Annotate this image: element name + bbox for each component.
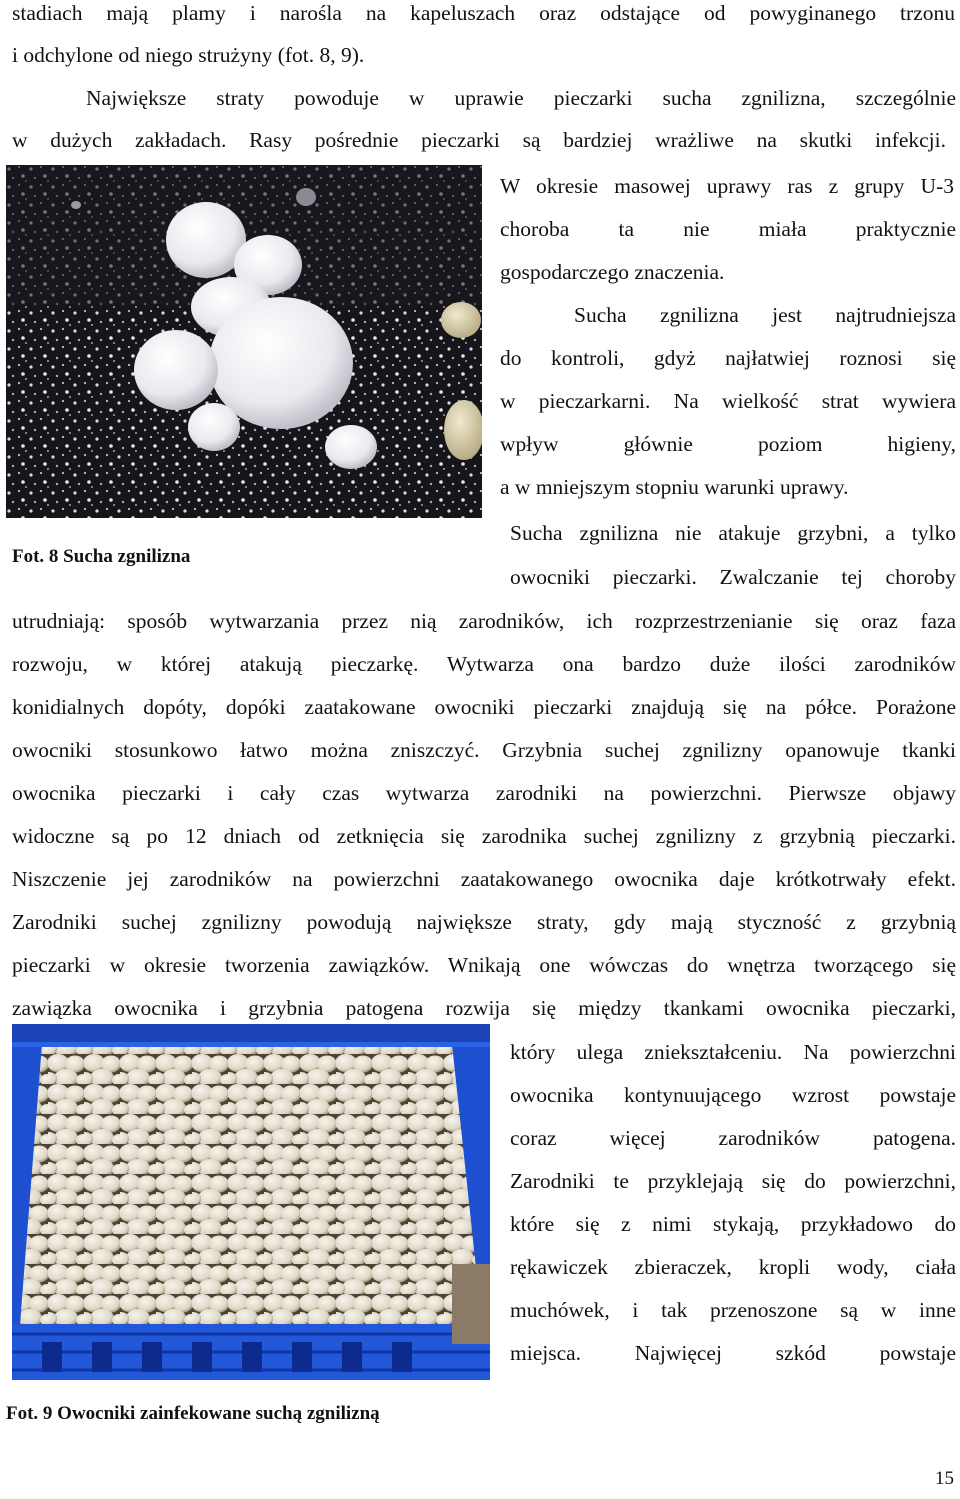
- body-line: owocniki stosunkowo łatwo można zniszczyć. Grzybnia suchej zgnilizny opanowuje tkanki: [12, 738, 956, 762]
- figure-caption-9: Fot. 9 Owocniki zainfekowane suchą zgnilizną: [6, 1403, 380, 1424]
- body-line: wpływ głównie poziom higieny,: [500, 432, 956, 456]
- body-line: który ulega zniekształceniu. Na powierzchni: [510, 1040, 956, 1064]
- body-line: w pieczarkarni. Na wielkość strat wywiera: [500, 389, 956, 413]
- body-line: utrudniają: sposób wytwarzania przez nią zarodników, ich rozprzestrzenianie się oraz faza: [12, 609, 956, 633]
- body-line: miejsca. Najwięcej szkód powstaje: [510, 1341, 956, 1365]
- body-line: które się z nimi stykają, przykładowo do: [510, 1212, 956, 1236]
- body-line: owocnika kontynuującego wzrost powstaje: [510, 1083, 956, 1107]
- body-line: rękawiczek zbieraczek, kropli wody, ciała: [510, 1255, 956, 1279]
- photo-infected-mushroom-crate: [12, 1024, 490, 1380]
- body-line: do kontroli, gdyż najłatwiej roznosi się: [500, 346, 956, 370]
- body-line: widoczne są po 12 dniach od zetknięcia się zarodnika suchej zgnilizny z grzybnią pieczarki.: [12, 824, 956, 848]
- body-line: w dużych zakładach. Rasy pośrednie pieczarki są bardziej wrażliwe na skutki infekcji.: [12, 128, 946, 152]
- body-line: konidialnych dopóty, dopóki zaatakowane owocniki pieczarki znajdują się na półce. Porażone: [12, 695, 956, 719]
- photo-dry-rot-mushrooms: [6, 165, 482, 518]
- body-line: W okresie masowej uprawy ras z grupy U-3: [500, 174, 954, 198]
- body-line: stadiach mają plamy i narośla na kapeluszach oraz odstające od powyginanego trzonu: [12, 1, 955, 25]
- body-line: Największe straty powoduje w uprawie pieczarki sucha zgnilizna, szczególnie: [86, 86, 956, 110]
- body-line: a w mniejszym stopniu warunki uprawy.: [500, 475, 849, 499]
- page-number: 15: [935, 1468, 954, 1489]
- body-line: choroba ta nie miała praktycznie: [500, 217, 956, 241]
- body-line: owocniki pieczarki. Zwalczanie tej choroby: [510, 565, 956, 589]
- body-line: Sucha zgnilizna jest najtrudniejsza: [574, 303, 956, 327]
- body-line: Zarodniki te przyklejają się do powierzchni,: [510, 1169, 956, 1193]
- body-line: owocnika pieczarki i cały czas wytwarza zarodniki na powierzchni. Pierwsze objawy: [12, 781, 956, 805]
- body-line: gospodarczego znaczenia.: [500, 260, 725, 284]
- body-line: Zarodniki suchej zgnilizny powodują największe straty, gdy mają styczność z grzybnią: [12, 910, 956, 934]
- body-line: Niszczenie jej zarodników na powierzchni zaatakowanego owocnika daje krótkotrwały efekt.: [12, 867, 956, 891]
- body-line: zawiązka owocnika i grzybnia patogena rozwija się między tkankami owocnika pieczarki,: [12, 996, 956, 1020]
- body-line: Sucha zgnilizna nie atakuje grzybni, a tylko: [510, 521, 956, 545]
- body-line: pieczarki w okresie tworzenia zawiązków. Wnikają one wówczas do wnętrza tworzącego się: [12, 953, 956, 977]
- body-line: muchówek, i tak przenoszone są w inne: [510, 1298, 956, 1322]
- figure-caption-8: Fot. 8 Sucha zgnilizna: [12, 546, 191, 567]
- body-line: i odchylone od niego strużyny (fot. 8, 9).: [12, 43, 365, 67]
- body-line: coraz więcej zarodników patogena.: [510, 1126, 956, 1150]
- body-line: rozwoju, w której atakują pieczarkę. Wytwarza ona bardzo duże ilości zarodników: [12, 652, 956, 676]
